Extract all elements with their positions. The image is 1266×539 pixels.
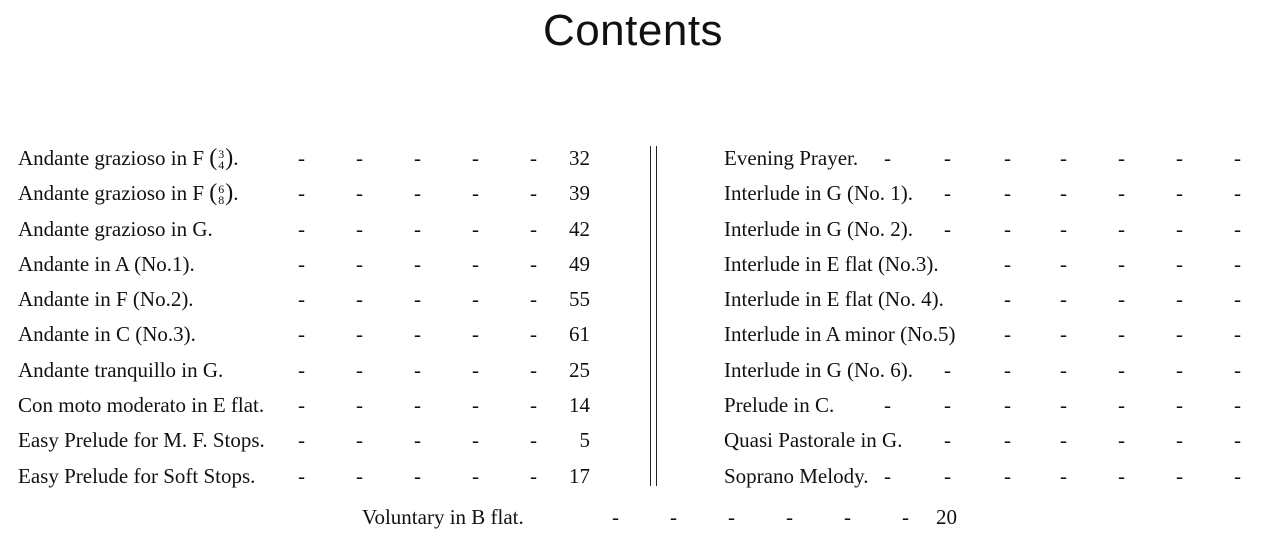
- toc-entry-label: Con moto moderato in E flat.: [18, 393, 265, 418]
- leader-dash: -: [472, 322, 479, 347]
- leader-dash: -: [356, 322, 363, 347]
- leader-dash: -: [1060, 216, 1067, 241]
- leader-dash: -: [1004, 216, 1011, 241]
- toc-entry-label: Interlude in G (No. 1).: [724, 181, 913, 206]
- leader-dash: -: [530, 463, 537, 488]
- leader-dash: -: [472, 463, 479, 488]
- toc-entry-label: Andante grazioso in G.: [18, 216, 213, 241]
- toc-entry-label: Quasi Pastorale in G.: [724, 428, 903, 453]
- leader-dash: -: [1176, 463, 1183, 488]
- leader-dash: -: [298, 322, 305, 347]
- leader-dash: -: [1176, 181, 1183, 206]
- leader-dash: -: [1004, 251, 1011, 276]
- leader-dash: -: [1004, 428, 1011, 453]
- leader-dash: -: [1004, 357, 1011, 382]
- toc-entry-label: Interlude in G (No. 2).: [724, 216, 913, 241]
- toc-entry-final[interactable]: [0, 500, 1266, 535]
- leader-dash: -: [298, 357, 305, 382]
- leader-dash: -: [786, 505, 793, 529]
- leader-dash: -: [298, 146, 305, 170]
- toc-entry-label: Easy Prelude for M. F. Stops.: [18, 428, 265, 453]
- leader-dash: -: [1234, 216, 1241, 241]
- leader-dash: -: [472, 428, 479, 453]
- toc-entry[interactable]: [18, 282, 590, 317]
- leader-dash: -: [472, 357, 479, 382]
- toc-entry-page: 17: [569, 463, 590, 488]
- leader-dash: -: [944, 428, 951, 453]
- contents-left-column: [18, 141, 590, 494]
- leader-dash: -: [414, 393, 421, 418]
- leader-dash: -: [472, 393, 479, 418]
- leader-dash: -: [530, 216, 537, 241]
- toc-entry[interactable]: [724, 141, 1244, 176]
- leader-dash: -: [530, 181, 537, 206]
- leader-dash: -: [530, 251, 537, 276]
- leader-dash: -: [414, 287, 421, 312]
- leader-dash: -: [1118, 216, 1125, 241]
- leader-dash: -: [728, 505, 735, 529]
- leader-dash: -: [1060, 463, 1067, 488]
- leader-dash: -: [356, 428, 363, 453]
- toc-entry-label: Soprano Melody.: [724, 463, 869, 488]
- toc-entry[interactable]: [724, 212, 1244, 247]
- leader-dash: -: [884, 463, 891, 488]
- leader-dash: -: [1060, 322, 1067, 347]
- leader-dash: -: [1060, 428, 1067, 453]
- leader-dash: -: [1176, 428, 1183, 453]
- leader-dash: -: [1118, 251, 1125, 276]
- leader-dash: -: [298, 428, 305, 453]
- leader-dash: -: [356, 216, 363, 241]
- leader-dash: -: [1060, 146, 1067, 170]
- toc-entry[interactable]: [724, 459, 1244, 494]
- leader-dash: -: [944, 463, 951, 488]
- leader-dash: -: [298, 181, 305, 206]
- leader-dash: -: [530, 428, 537, 453]
- leader-dash: -: [1176, 216, 1183, 241]
- toc-entry-label: Evening Prayer.: [724, 146, 859, 170]
- leader-dash: -: [1176, 393, 1183, 418]
- toc-entry[interactable]: [18, 212, 590, 247]
- leader-dash: -: [1176, 146, 1183, 170]
- leader-dash: -: [1176, 251, 1183, 276]
- toc-entry-label: Voluntary in B flat.: [362, 505, 524, 529]
- leader-dash: -: [1234, 463, 1241, 488]
- leader-dash: -: [1118, 463, 1125, 488]
- toc-entry[interactable]: [18, 176, 590, 211]
- toc-entry[interactable]: [18, 388, 590, 423]
- leader-dash: -: [1004, 287, 1011, 312]
- leader-dash: -: [530, 357, 537, 382]
- leader-dash: -: [298, 251, 305, 276]
- leader-dash: -: [472, 216, 479, 241]
- toc-entry[interactable]: [724, 176, 1244, 211]
- leader-dash: -: [1234, 251, 1241, 276]
- toc-entry-page: 39: [569, 181, 590, 206]
- leader-dash: -: [1060, 251, 1067, 276]
- leader-dash: -: [612, 505, 619, 529]
- leader-dash: -: [1004, 322, 1011, 347]
- leader-dash: -: [298, 287, 305, 312]
- leader-dash: -: [1060, 181, 1067, 206]
- toc-entry[interactable]: [18, 353, 590, 388]
- leader-dash: -: [298, 216, 305, 241]
- toc-entry-label: Interlude in E flat (No. 4).: [724, 287, 944, 312]
- leader-dash: -: [944, 146, 951, 170]
- leader-dash: -: [670, 505, 677, 529]
- toc-entry-label: Andante in C (No.3).: [18, 322, 196, 347]
- leader-dash: -: [472, 287, 479, 312]
- leader-dash: -: [1060, 393, 1067, 418]
- contents-right-column: [724, 141, 1244, 494]
- toc-entry-page: 5: [579, 428, 590, 453]
- toc-entry[interactable]: [18, 141, 590, 176]
- leader-dash: -: [356, 463, 363, 488]
- leader-dash: -: [944, 216, 951, 241]
- leader-dash: -: [1234, 428, 1241, 453]
- leader-dash: -: [356, 181, 363, 206]
- toc-entry-page: 25: [569, 357, 590, 382]
- toc-entry-label: Andante in A (No.1).: [18, 251, 195, 276]
- page-title: Contents: [542, 6, 724, 55]
- leader-dash: -: [1118, 322, 1125, 347]
- leader-dash: -: [1004, 463, 1011, 488]
- toc-entry-page: 61: [569, 322, 590, 347]
- leader-dash: -: [1004, 146, 1011, 170]
- toc-entry-page: 42: [569, 216, 590, 241]
- toc-entry[interactable]: [18, 247, 590, 282]
- leader-dash: -: [902, 505, 909, 529]
- leader-dash: -: [1176, 322, 1183, 347]
- leader-dash: -: [298, 463, 305, 488]
- leader-dash: -: [1176, 287, 1183, 312]
- leader-dash: -: [356, 393, 363, 418]
- leader-dash: -: [414, 181, 421, 206]
- leader-dash: -: [414, 251, 421, 276]
- toc-entry-label: Interlude in E flat (No.3).: [724, 251, 939, 276]
- leader-dash: -: [414, 322, 421, 347]
- leader-dash: -: [472, 181, 479, 206]
- toc-entry[interactable]: [724, 282, 1244, 317]
- leader-dash: -: [944, 393, 951, 418]
- leader-dash: -: [1234, 146, 1241, 170]
- toc-entry-label: Interlude in G (No. 6).: [724, 357, 913, 382]
- toc-entry-page: 20: [936, 505, 957, 529]
- leader-dash: -: [1234, 322, 1241, 347]
- leader-dash: -: [1060, 357, 1067, 382]
- leader-dash: -: [1234, 393, 1241, 418]
- leader-dash: -: [414, 428, 421, 453]
- leader-dash: -: [884, 393, 891, 418]
- leader-dash: -: [1118, 428, 1125, 453]
- toc-entry[interactable]: [724, 388, 1244, 423]
- toc-entry[interactable]: [724, 423, 1244, 458]
- leader-dash: -: [414, 463, 421, 488]
- leader-dash: -: [1118, 357, 1125, 382]
- leader-dash: -: [1234, 287, 1241, 312]
- leader-dash: -: [530, 393, 537, 418]
- leader-dash: -: [530, 146, 537, 170]
- leader-dash: -: [472, 251, 479, 276]
- leader-dash: -: [884, 146, 891, 170]
- leader-dash: -: [1234, 181, 1241, 206]
- toc-entry-page: 14: [569, 393, 590, 418]
- leader-dash: -: [1234, 357, 1241, 382]
- toc-entry-page: 32: [569, 146, 590, 170]
- leader-dash: -: [844, 505, 851, 529]
- leader-dash: -: [414, 357, 421, 382]
- toc-entry-label: Easy Prelude for Soft Stops.: [18, 463, 256, 488]
- toc-entry-label: Andante grazioso in F ( 6 8 ).: [18, 180, 239, 208]
- toc-entry-page: 49: [569, 251, 590, 276]
- leader-dash: -: [944, 357, 951, 382]
- leader-dash: -: [1118, 146, 1125, 170]
- leader-dash: -: [1118, 393, 1125, 418]
- leader-dash: -: [356, 287, 363, 312]
- leader-dash: -: [944, 181, 951, 206]
- toc-entry-label: Interlude in A minor (No.5): [724, 322, 956, 347]
- leader-dash: -: [530, 322, 537, 347]
- leader-dash: -: [1004, 393, 1011, 418]
- leader-dash: -: [1118, 181, 1125, 206]
- leader-dash: -: [414, 146, 421, 170]
- leader-dash: -: [356, 146, 363, 170]
- leader-dash: -: [530, 287, 537, 312]
- toc-entry[interactable]: [724, 353, 1244, 388]
- leader-dash: -: [414, 216, 421, 241]
- toc-entry[interactable]: [18, 317, 590, 352]
- toc-entry-label: Andante grazioso in F ( 3 4 ).: [18, 145, 239, 173]
- leader-dash: -: [356, 357, 363, 382]
- toc-entry-label: Andante in F (No.2).: [18, 287, 194, 312]
- toc-entry-page: 55: [569, 287, 590, 312]
- toc-entry[interactable]: [18, 459, 590, 494]
- leader-dash: -: [1004, 181, 1011, 206]
- leader-dash: -: [1176, 357, 1183, 382]
- leader-dash: -: [1118, 287, 1125, 312]
- leader-dash: -: [298, 393, 305, 418]
- leader-dash: -: [356, 251, 363, 276]
- toc-entry-label: Prelude in C.: [724, 393, 835, 418]
- toc-entry[interactable]: [724, 317, 1244, 352]
- toc-entry[interactable]: [18, 423, 590, 458]
- toc-entry[interactable]: [724, 247, 1244, 282]
- leader-dash: -: [1060, 287, 1067, 312]
- toc-entry-label: Andante tranquillo in G.: [18, 357, 224, 382]
- column-divider: [650, 146, 657, 486]
- leader-dash: -: [472, 146, 479, 170]
